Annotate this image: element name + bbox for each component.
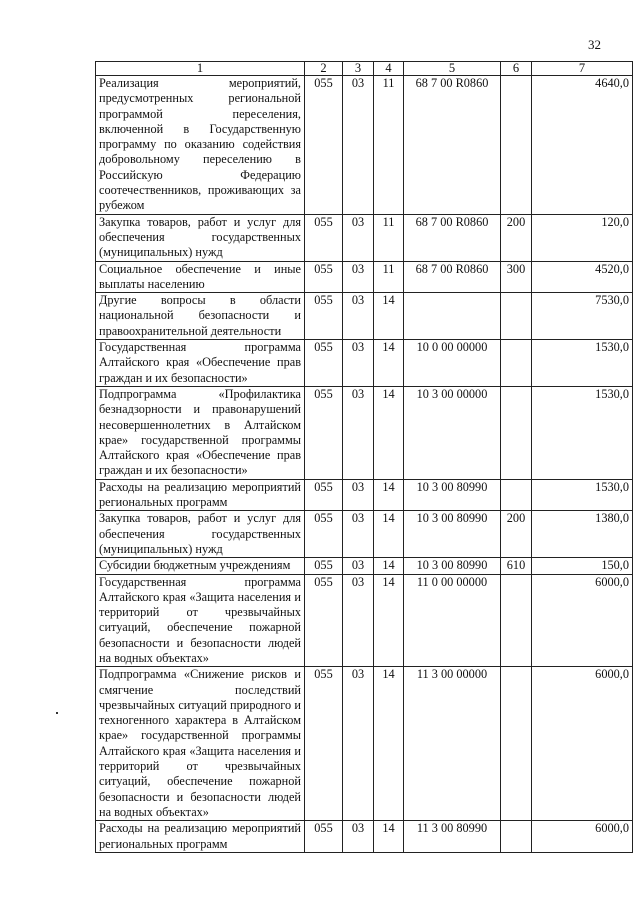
section-cell: 03 [343, 340, 374, 387]
target-article-cell: 68 7 00 R0860 [404, 261, 501, 293]
expense-type-cell: 610 [501, 558, 532, 574]
amount-cell: 1530,0 [532, 386, 633, 479]
table-row [96, 479, 633, 511]
page-number: 32 [588, 37, 601, 52]
admin-code-cell: 055 [305, 76, 343, 215]
target-article-cell: 10 3 00 80990 [404, 479, 501, 511]
amount-cell: 1530,0 [532, 479, 633, 511]
table-row [96, 386, 633, 479]
section-cell: 03 [343, 293, 374, 340]
row-name-cell: Субсидии бюджетным учреждениям [96, 558, 305, 574]
table-row [96, 293, 633, 340]
header-cell: 3 [343, 62, 374, 76]
subsection-cell: 14 [374, 511, 404, 558]
header-cell: 5 [404, 62, 501, 76]
row-name-cell: Расходы на реализацию мероприятий региональных программ [96, 821, 305, 853]
subsection-cell: 14 [374, 479, 404, 511]
subsection-cell: 14 [374, 293, 404, 340]
row-name-cell: Закупка товаров, работ и услуг для обеспечения государственных (муниципальных) нужд [96, 511, 305, 558]
table-row [96, 821, 633, 853]
section-cell: 03 [343, 574, 374, 667]
table-row [96, 214, 633, 261]
subsection-cell: 14 [374, 667, 404, 821]
expense-type-cell [501, 76, 532, 215]
row-name-cell: Государственная программа Алтайского края «Защита населения и территорий от чрезвычайных ситуаций, обеспечение пожарной безопасности и безопасности людей на водных объектах» [96, 574, 305, 667]
section-cell: 03 [343, 76, 374, 215]
target-article-cell [404, 293, 501, 340]
subsection-cell: 14 [374, 558, 404, 574]
amount-cell: 4520,0 [532, 261, 633, 293]
header-cell: 6 [501, 62, 532, 76]
target-article-cell: 10 3 00 80990 [404, 511, 501, 558]
section-cell: 03 [343, 386, 374, 479]
section-cell: 03 [343, 214, 374, 261]
row-name-cell: Государственная программа Алтайского края «Обеспечение прав граждан и их безопасности» [96, 340, 305, 387]
table-header-row [96, 62, 633, 76]
expense-type-cell [501, 479, 532, 511]
section-cell: 03 [343, 479, 374, 511]
subsection-cell: 14 [374, 386, 404, 479]
section-cell: 03 [343, 821, 374, 853]
scan-artifact-dot [56, 712, 58, 714]
table-row [96, 667, 633, 821]
subsection-cell: 11 [374, 261, 404, 293]
target-article-cell: 10 3 00 80990 [404, 558, 501, 574]
section-cell: 03 [343, 667, 374, 821]
admin-code-cell: 055 [305, 667, 343, 821]
target-article-cell: 10 3 00 00000 [404, 386, 501, 479]
row-name-cell: Закупка товаров, работ и услуг для обеспечения государственных (муниципальных) нужд [96, 214, 305, 261]
amount-cell: 4640,0 [532, 76, 633, 215]
admin-code-cell: 055 [305, 479, 343, 511]
target-article-cell: 11 3 00 00000 [404, 667, 501, 821]
row-name-cell: Другие вопросы в области национальной безопасности и правоохранительной деятельности [96, 293, 305, 340]
section-cell: 03 [343, 511, 374, 558]
table-row [96, 340, 633, 387]
expense-type-cell [501, 667, 532, 821]
section-cell: 03 [343, 558, 374, 574]
amount-cell: 150,0 [532, 558, 633, 574]
target-article-cell: 11 0 00 00000 [404, 574, 501, 667]
row-name-cell: Подпрограмма «Снижение рисков и смягчение последствий чрезвычайных ситуаций природного и техногенного характера в Алтайском крае» государственной программы Алтайского края «Защита населения и территорий от чрезвычайных ситуаций, обеспечение пожарной безопасности и безопасности людей на водных объектах» [96, 667, 305, 821]
admin-code-cell: 055 [305, 261, 343, 293]
subsection-cell: 11 [374, 76, 404, 215]
target-article-cell: 11 3 00 80990 [404, 821, 501, 853]
amount-cell: 1380,0 [532, 511, 633, 558]
admin-code-cell: 055 [305, 558, 343, 574]
header-cell: 4 [374, 62, 404, 76]
target-article-cell: 10 0 00 00000 [404, 340, 501, 387]
admin-code-cell: 055 [305, 340, 343, 387]
header-cell: 2 [305, 62, 343, 76]
table-row [96, 511, 633, 558]
amount-cell: 6000,0 [532, 821, 633, 853]
amount-cell: 120,0 [532, 214, 633, 261]
admin-code-cell: 055 [305, 821, 343, 853]
admin-code-cell: 055 [305, 293, 343, 340]
subsection-cell: 14 [374, 340, 404, 387]
section-cell: 03 [343, 261, 374, 293]
row-name-cell: Реализация мероприятий, предусмотренных региональной программой переселения, включенной в Государственную программу по оказанию содействия добровольному переселению в Российскую Федерацию соотечественников, проживающих за рубежом [96, 76, 305, 215]
subsection-cell: 14 [374, 821, 404, 853]
row-name-cell: Расходы на реализацию мероприятий региональных программ [96, 479, 305, 511]
amount-cell: 7530,0 [532, 293, 633, 340]
header-cell: 1 [96, 62, 305, 76]
expense-type-cell [501, 293, 532, 340]
subsection-cell: 11 [374, 214, 404, 261]
table-row [96, 261, 633, 293]
expense-type-cell: 200 [501, 214, 532, 261]
expense-type-cell: 300 [501, 261, 532, 293]
expense-type-cell: 200 [501, 511, 532, 558]
expense-type-cell [501, 340, 532, 387]
amount-cell: 6000,0 [532, 667, 633, 821]
budget-table [95, 61, 633, 853]
expense-type-cell [501, 574, 532, 667]
table-row [96, 574, 633, 667]
expense-type-cell [501, 386, 532, 479]
admin-code-cell: 055 [305, 574, 343, 667]
subsection-cell: 14 [374, 574, 404, 667]
row-name-cell: Подпрограмма «Профилактика безнадзорности и правонарушений несовершеннолетних в Алтайском крае» государственной программы Алтайского края «Обеспечение прав граждан и их безопасности» [96, 386, 305, 479]
table-row [96, 558, 633, 574]
admin-code-cell: 055 [305, 386, 343, 479]
amount-cell: 1530,0 [532, 340, 633, 387]
amount-cell: 6000,0 [532, 574, 633, 667]
expense-type-cell [501, 821, 532, 853]
row-name-cell: Социальное обеспечение и иные выплаты населению [96, 261, 305, 293]
header-cell: 7 [532, 62, 633, 76]
table-row [96, 76, 633, 215]
target-article-cell: 68 7 00 R0860 [404, 76, 501, 215]
target-article-cell: 68 7 00 R0860 [404, 214, 501, 261]
admin-code-cell: 055 [305, 511, 343, 558]
admin-code-cell: 055 [305, 214, 343, 261]
